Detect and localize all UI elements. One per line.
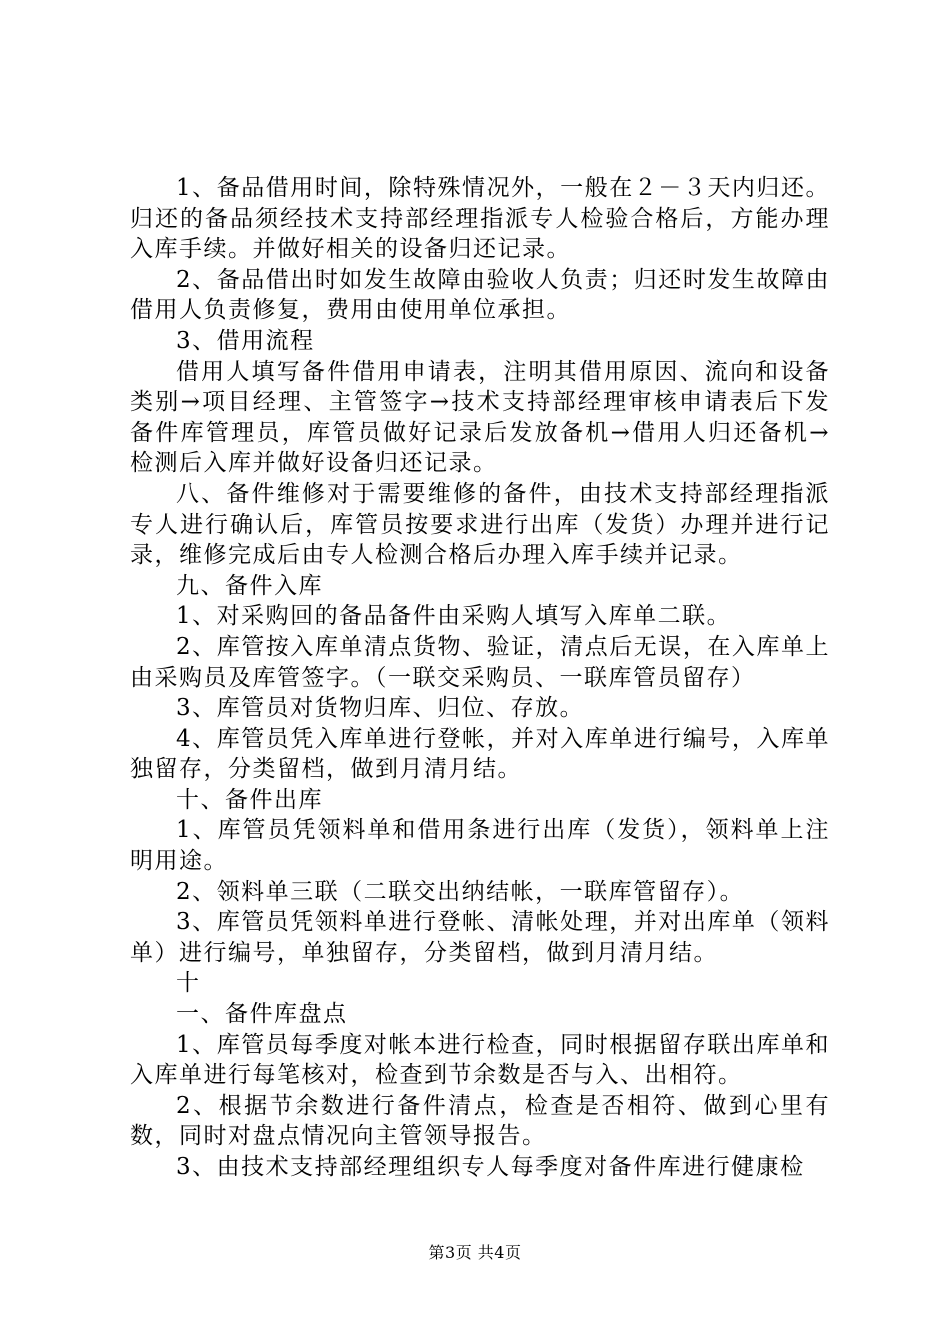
paragraph: 借用人填写备件借用申请表，注明其借用原因、流向和设备类别→项目经理、主管签字→技术支持部经理审核申请表后下发备件库管理员，库管员做好记录后发放备机→借用人归还备机→检测后入库并做好设备归还记录。 — [130, 358, 830, 477]
paragraph: 1、库管员凭领料单和借用条进行出库（发货），领料单上注明用途。 — [130, 817, 830, 875]
paragraph: 4、库管员凭入库单进行登帐，并对入库单进行编号，入库单独留存，分类留档，做到月清月结。 — [130, 725, 830, 783]
paragraph: 八、备件维修对于需要维修的备件，由技术支持部经理指派专人进行确认后，库管员按要求进行出库（发货）办理并进行记录，维修完成后由专人检测合格后办理入库手续并记录。 — [130, 480, 830, 569]
paragraph: 2、领料单三联（二联交出纳结帐，一联库管留存）。 — [176, 878, 745, 905]
paragraph: 1、库管员每季度对帐本进行检查，同时根据留存联出库单和入库单进行每笔核对，检查到节余数是否与入、出相符。 — [130, 1031, 830, 1089]
section-heading: 十 — [176, 970, 201, 997]
paragraph: 2、根据节余数进行备件清点，检查是否相符、做到心里有数，同时对盘点情况向主管领导报告。 — [130, 1092, 830, 1150]
paragraph: 3、借用流程 — [176, 327, 315, 354]
paragraph: 2、库管按入库单清点货物、验证，清点后无误，在入库单上由采购员及库管签字。（一联交采购员、一联库管员留存） — [130, 633, 830, 691]
paragraph: 2、备品借出时如发生故障由验收人负责；归还时发生故障由借用人负责修复，费用由使用单位承担。 — [130, 266, 830, 324]
section-heading: 一、备件库盘点 — [176, 1001, 348, 1028]
paragraph: 3、库管员凭领料单进行登帐、清帐处理，并对出库单（领料单）进行编号，单独留存，分类留档，做到月清月结。 — [130, 909, 830, 966]
section-heading: 十、备件出库 — [176, 786, 323, 813]
paragraph: 3、库管员对货物归库、归位、存放。 — [176, 695, 585, 722]
document-body — [130, 173, 830, 1183]
page-number-label: 第3页 共4页 — [428, 1243, 522, 1262]
paragraph: 1、对采购回的备品备件由采购人填写入库单二联。 — [176, 603, 732, 630]
paragraph: 3、由技术支持部经理组织专人每季度对备件库进行健康检 — [176, 1154, 805, 1180]
paragraph: 1、备品借用时间，除特殊情况外，一般在２－３天内归还。归还的备品须经技术支持部经理指派专人检验合格后，方能办理入库手续。并做好相关的设备归还记录。 — [130, 175, 830, 263]
page-footer — [0, 1243, 950, 1263]
section-heading: 九、备件入库 — [176, 572, 323, 599]
